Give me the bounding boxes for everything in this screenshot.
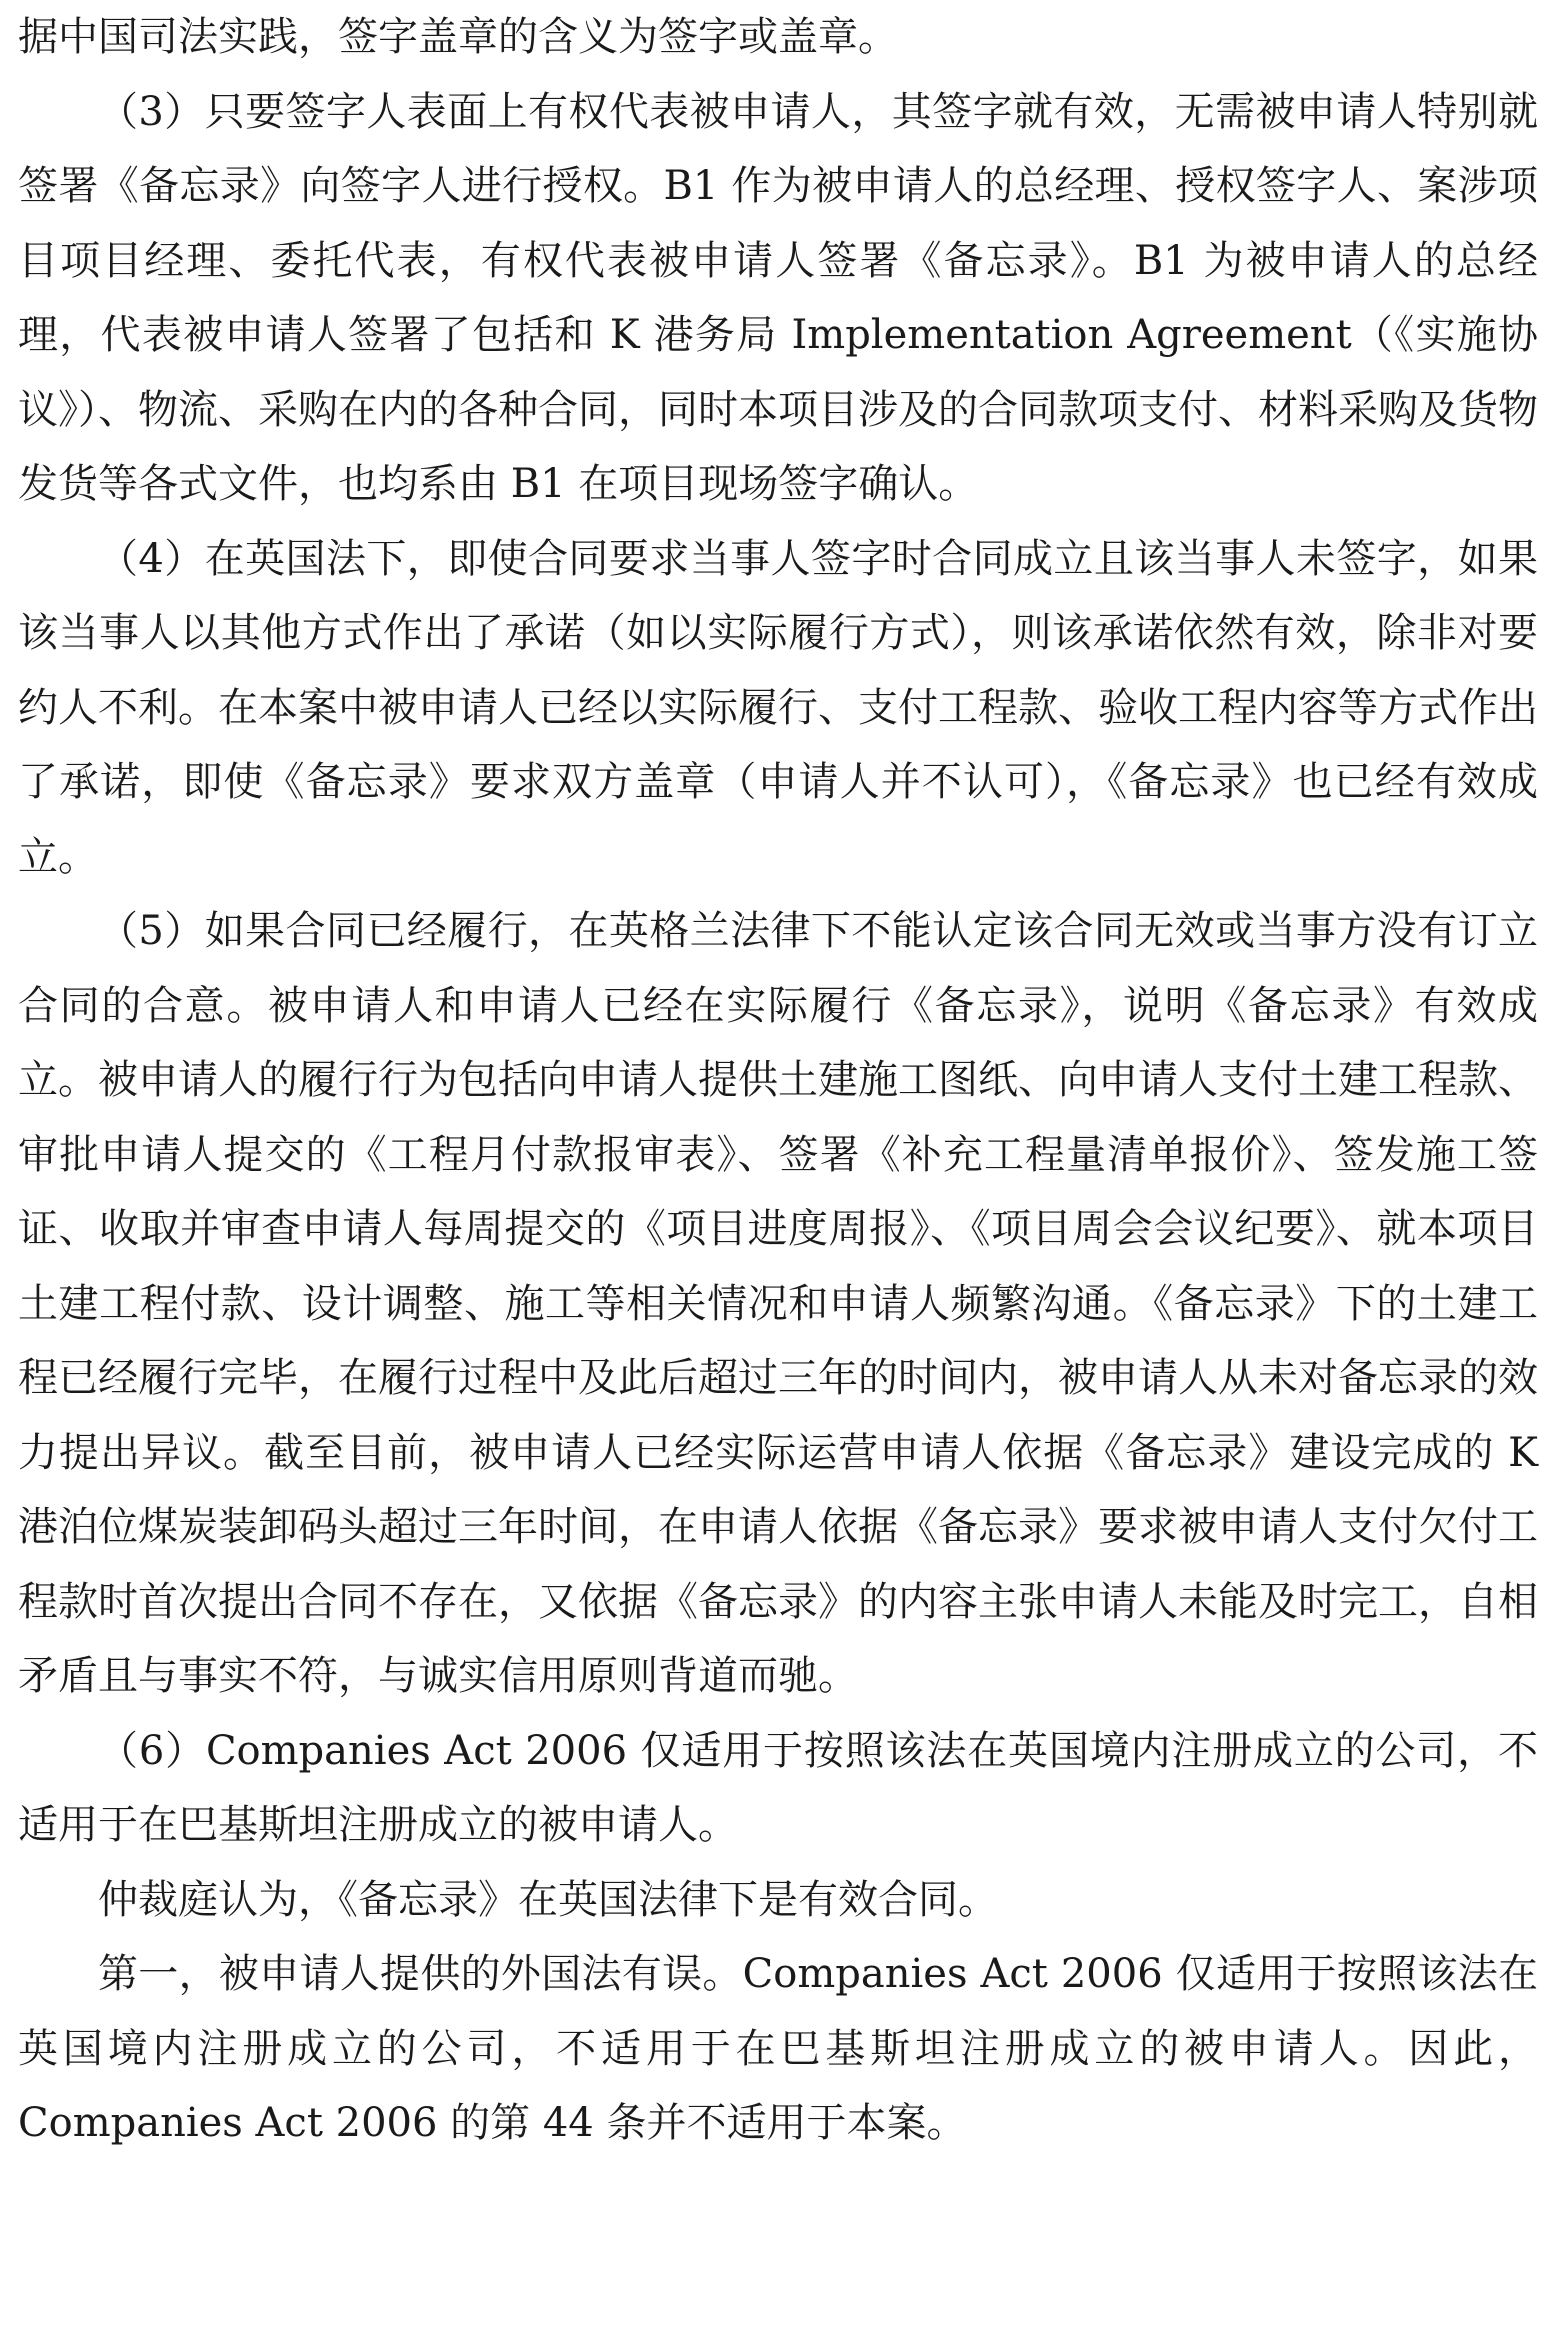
document-page xyxy=(18,0,1538,2161)
paragraph-point-5: （5）如果合同已经履行，在英格兰法律下不能认定该合同无效或当事方没有订立合同的合意。被申请人和申请人已经在实际履行《备忘录》，说明《备忘录》有效成立。被申请人的履行行为包括向申请人提供土建施工图纸、向申请人支付土建工程款、审批申请人提交的《工程月付款报审表》、签署《补充工程量清单报价》、签发施工签证、收取并审查申请人每周提交的《项目进度周报》、《项目周会会议纪要》、就本项目土建工程付款、设计调整、施工等相关情况和申请人频繁沟通。《备忘录》下的土建工程已经履行完毕，在履行过程中及此后超过三年的时间内，被申请人从未对备忘录的效力提出异议。截至目前，被申请人已经实际运营申请人依据《备忘录》建设完成的 K 港泊位煤炭装卸码头超过三年时间，在申请人依据《备忘录》要求被申请人支付欠付工程款时首次提出合同不存在，又依据《备忘录》的内容主张申请人未能及时完工，自相矛盾且与事实不符，与诚实信用原则背道而驰。 xyxy=(18,908,1538,1699)
paragraph-first-reason: 第一，被申请人提供的外国法有误。Companies Act 2006 仅适用于按照该法在英国境内注册成立的公司，不适用于在巴基斯坦注册成立的被申请人。因此，Companies Act 2006 的第 44 条并不适用于本案。 xyxy=(18,1951,1538,2146)
paragraph-tribunal-opinion: 仲裁庭认为，《备忘录》在英国法律下是有效合同。 xyxy=(98,1876,998,1923)
paragraph-point-4: （4）在英国法下，即使合同要求当事人签字时合同成立且该当事人未签字，如果该当事人以其他方式作出了承诺（如以实际履行方式），则该承诺依然有效，除非对要约人不利。在本案中被申请人已经以实际履行、支付工程款、验收工程内容等方式作出了承诺，即使《备忘录》要求双方盖章（申请人并不认可），《备忘录》也已经有效成立。 xyxy=(18,535,1538,880)
paragraph-point-6: （6）Companies Act 2006 仅适用于按照该法在英国境内注册成立的公司，不适用于在巴基斯坦注册成立的被申请人。 xyxy=(18,1727,1538,1848)
paragraph-point-3: （3）只要签字人表面上有权代表被申请人，其签字就有效，无需被申请人特别就签署《备忘录》向签字人进行授权。B1 作为被申请人的总经理、授权签字人、案涉项目项目经理、委托代表，有权代表被申请人签署《备忘录》。B1 为被申请人的总经理，代表被申请人签署了包括和 K 港务局 Implementation Agreement（《实施协议》）、物流、采购在内的各种合同，同时本项目涉及的合同款项支付、材料采购及货物发货等各式文件，也均系由 B1 在项目现场签字确认。 xyxy=(18,88,1538,507)
paragraph-continuation: 据中国司法实践，签字盖章的含义为签字或盖章。 xyxy=(18,14,898,60)
